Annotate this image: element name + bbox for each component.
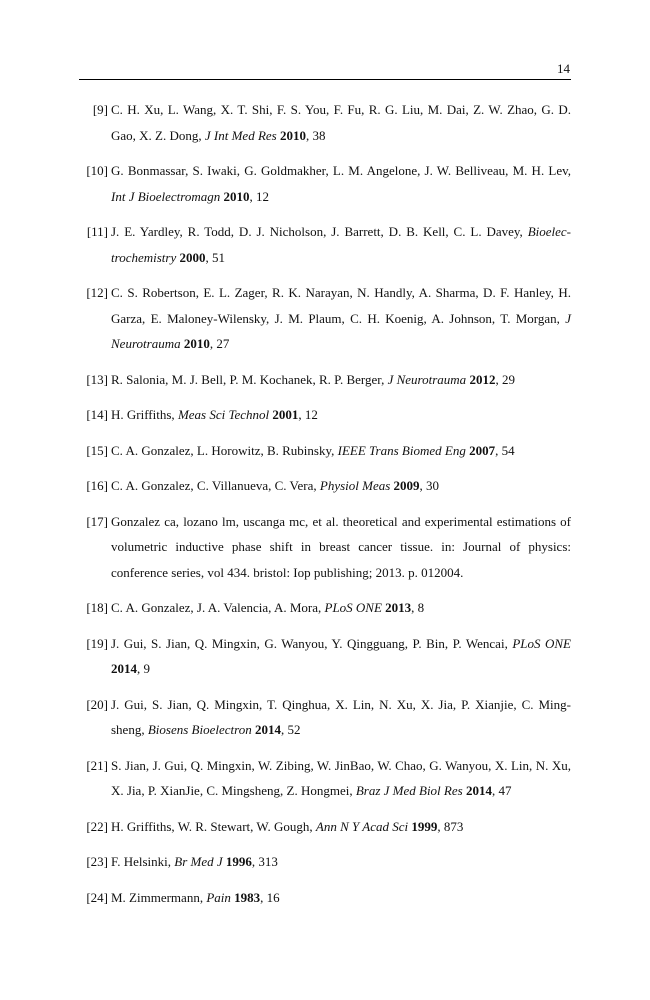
reference-volume: , 873 [437, 818, 464, 834]
reference-number: [21] [86, 757, 108, 773]
reference-authors: M. Zimmermann, [111, 889, 204, 905]
reference-number: [12] [86, 285, 108, 300]
reference-journal: Br Med J [174, 854, 223, 869]
reference-number: [15] [86, 442, 108, 458]
reference-number: [19] [86, 635, 108, 651]
page-number: 14 [557, 61, 570, 76]
reference-authors: G. Bonmassar, S. Iwaki, G. Goldmakher, L. M. Angelone, J. W. Belliveau, M. H. Lev, [111, 163, 571, 178]
reference-authors: C. H. Xu, L. Wang, X. T. Shi, F. S. You, F. Fu, R. G. Liu, M. Dai, Z. W. Zhao, G. D. Gao, X. Z. Dong, [111, 102, 571, 143]
reference-text [108, 753, 571, 804]
reference-year: 2013 [385, 600, 412, 615]
reference-authors: J. Gui, S. Jian, Q. Mingxin, T. Qinghua, X. Lin, N. Xu, X. Jia, P. Xianjie, C. Ming-sheng, [111, 696, 571, 737]
reference-journal: J Neurotrauma [111, 310, 572, 351]
reference-text [108, 595, 571, 621]
reference-year: 2007 [469, 442, 496, 458]
reference-journal: IEEE Trans Biomed Eng [337, 442, 466, 458]
reference-item [79, 814, 571, 840]
reference-item [79, 367, 571, 393]
reference-year: 1999 [411, 818, 438, 834]
reference-text [108, 158, 571, 209]
reference-volume: , 47 [491, 783, 512, 798]
reference-journal: Physiol Meas [319, 478, 391, 493]
reference-item [79, 402, 571, 428]
reference-item [79, 280, 571, 357]
reference-text [108, 367, 571, 393]
reference-item [79, 97, 571, 148]
reference-item [79, 158, 571, 209]
reference-number: [11] [86, 224, 108, 239]
reference-volume: , 51 [205, 249, 225, 265]
reference-journal: Int J Bioelectromagn [111, 188, 221, 204]
reference-number: [18] [86, 600, 108, 615]
reference-number: [24] [86, 889, 108, 905]
reference-year: 2014 [111, 661, 137, 676]
reference-volume: , 12 [249, 188, 270, 204]
reference-item [79, 219, 571, 270]
reference-number: [22] [86, 818, 108, 834]
reference-journal: Braz J Med Biol Res [355, 783, 463, 798]
reference-number: [14] [86, 407, 108, 422]
reference-year: 2014 [254, 722, 281, 737]
reference-text [108, 219, 571, 270]
reference-item [79, 753, 571, 804]
reference-journal: Meas Sci Technol [177, 407, 270, 422]
reference-item [79, 692, 571, 743]
reference-item [79, 438, 571, 464]
reference-journal: Pain [206, 889, 231, 905]
reference-text [108, 692, 571, 743]
reference-number: [17] [86, 513, 108, 529]
reference-text [108, 438, 571, 464]
reference-year: 2000 [179, 249, 206, 265]
reference-year: 1996 [225, 854, 252, 869]
reference-authors: J. Gui, S. Jian, Q. Mingxin, G. Wanyou, Y. Qingguang, P. Bin, P. Wencai, [111, 635, 508, 651]
reference-year: 2010 [183, 336, 210, 351]
reference-volume: , 16 [260, 889, 280, 905]
reference-authors: C. A. Gonzalez, L. Horowitz, B. Rubinsky, [111, 442, 335, 458]
reference-text [108, 814, 571, 840]
reference-text [108, 473, 571, 499]
reference-text [108, 402, 571, 428]
reference-item [79, 473, 571, 499]
reference-text [108, 885, 571, 911]
reference-volume: , 12 [298, 407, 318, 422]
reference-year: 2001 [272, 407, 299, 422]
reference-item [79, 509, 571, 586]
reference-year: 2010 [279, 127, 306, 143]
reference-journal: PLoS ONE [512, 635, 571, 651]
reference-authors: C. A. Gonzalez, J. A. Valencia, A. Mora, [111, 600, 322, 615]
reference-item [79, 885, 571, 911]
reference-journal: Bioelec-trochemistry [111, 224, 572, 265]
reference-authors: C. A. Gonzalez, C. Villanueva, C. Vera, [111, 478, 317, 493]
reference-journal: J Int Med Res [204, 127, 277, 143]
reference-year: 1983 [234, 889, 261, 905]
reference-year: 2009 [393, 478, 420, 493]
reference-volume: , 27 [209, 336, 230, 351]
header-rule [79, 79, 571, 80]
reference-text [108, 849, 571, 875]
reference-number: [13] [86, 371, 108, 387]
reference-authors: H. Griffiths, W. R. Stewart, W. Gough, [111, 818, 313, 834]
reference-text [108, 97, 571, 148]
reference-number: [10] [86, 163, 108, 178]
reference-volume: , 9 [137, 661, 150, 676]
reference-journal: Ann N Y Acad Sci [315, 818, 409, 834]
reference-number: [9] [92, 102, 108, 117]
reference-volume: , 8 [411, 600, 425, 615]
reference-authors: C. S. Robertson, E. L. Zager, R. K. Narayan, N. Handly, A. Sharma, D. F. Hanley, H. Garza, E. Maloney-Wilensky, J. M. Plaum, C. H. Koenig, A. Johnson, T. Morgan, [111, 285, 571, 326]
reference-journal: Biosens Bioelectron [147, 722, 252, 737]
reference-authors: S. Jian, J. Gui, Q. Mingxin, W. Zibing, W. JinBao, W. Chao, G. Wanyou, X. Lin, N. Xu, X. Jia, P. XianJie, C. Mingsheng, Z. Hongmei, [111, 757, 571, 798]
reference-volume: , 54 [495, 442, 515, 458]
reference-volume: , 29 [495, 371, 515, 387]
reference-authors: F. Helsinki, [111, 854, 171, 869]
reference-number: [23] [86, 854, 108, 869]
reference-volume: , 52 [280, 722, 301, 737]
reference-volume: , 313 [251, 854, 278, 869]
reference-item [79, 631, 571, 682]
reference-year: 2010 [223, 188, 250, 204]
reference-year: 2014 [465, 783, 492, 798]
reference-item [79, 849, 571, 875]
reference-number: [20] [86, 696, 108, 712]
reference-journal: J Neurotrauma [387, 371, 467, 387]
reference-volume: , 30 [419, 478, 440, 493]
reference-text: Gonzalez ca, lozano lm, uscanga mc, et al. theoretical and experimental estimations of volumetric inductive phase shift in breast cancer tissue. in: Journal of physics: conference series, vol 434. bristol: Iop publishing; 2013. p. 012004. [111, 513, 571, 580]
reference-number: [16] [86, 478, 108, 493]
reference-authors: R. Salonia, M. J. Bell, P. M. Kochanek, R. P. Berger, [111, 371, 385, 387]
reference-journal: PLoS ONE [324, 600, 382, 615]
reference-volume: , 38 [305, 127, 326, 143]
reference-year: 2012 [469, 371, 496, 387]
reference-text [108, 280, 571, 357]
reference-text [108, 631, 571, 682]
reference-authors: H. Griffiths, [111, 407, 175, 422]
reference-authors: J. E. Yardley, R. Todd, D. J. Nicholson, J. Barrett, D. B. Kell, C. L. Davey, [111, 224, 523, 239]
reference-list [79, 97, 571, 920]
reference-item [79, 595, 571, 621]
